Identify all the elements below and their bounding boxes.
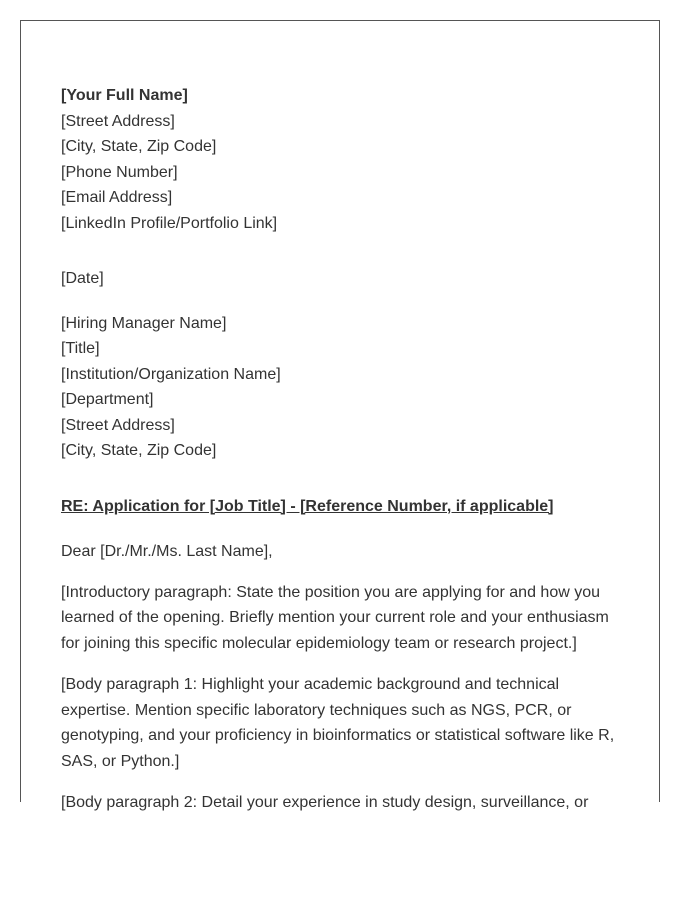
letter-content: [61, 83, 621, 816]
letter-date: [Date]: [61, 270, 104, 287]
intro-paragraph: [Introductory paragraph: State the position you are applying for and how you learned of the opening. Briefly mention your current role and your enthusiasm for joining this specific molecular epidemiology team or research project.]: [61, 583, 609, 652]
letter-page: [20, 20, 660, 811]
spacer: [61, 236, 621, 266]
sender-email: [Email Address]: [61, 189, 173, 206]
body-paragraph-2: [Body paragraph 2: Detail your experience in study design, surveillance, or: [61, 794, 589, 811]
recipient-institution: [Institution/Organization Name]: [61, 365, 281, 383]
sender-name: [Your Full Name]: [61, 87, 188, 104]
sender-phone: [Phone Number]: [61, 163, 178, 181]
subject-line: RE: Application for [Job Title] - [Reference Number, if applicable]: [61, 497, 554, 515]
sender-street: [Street Address]: [61, 112, 175, 130]
recipient-street: [Street Address]: [61, 416, 175, 434]
sender-city: [City, State, Zip Code]: [61, 138, 217, 155]
recipient-city: [City, State, Zip Code]: [61, 442, 217, 459]
spacer: [61, 292, 621, 311]
body-paragraph-1: [Body paragraph 1: Highlight your academic background and technical expertise. Mention specific laboratory techniques such as NGS, PCR, or genotyping, and your proficiency in bioinformatics or statistical software like R, SAS, or Python.]: [61, 676, 615, 770]
salutation: Dear [Dr./Mr./Ms. Last Name],: [61, 542, 273, 560]
sender-block: [61, 83, 621, 236]
recipient-title: [Title]: [61, 340, 100, 357]
recipient-department: [Department]: [61, 391, 154, 408]
sender-linkedin: [LinkedIn Profile/Portfolio Link]: [61, 214, 278, 232]
recipient-name: [Hiring Manager Name]: [61, 314, 227, 332]
recipient-block: [61, 311, 621, 464]
